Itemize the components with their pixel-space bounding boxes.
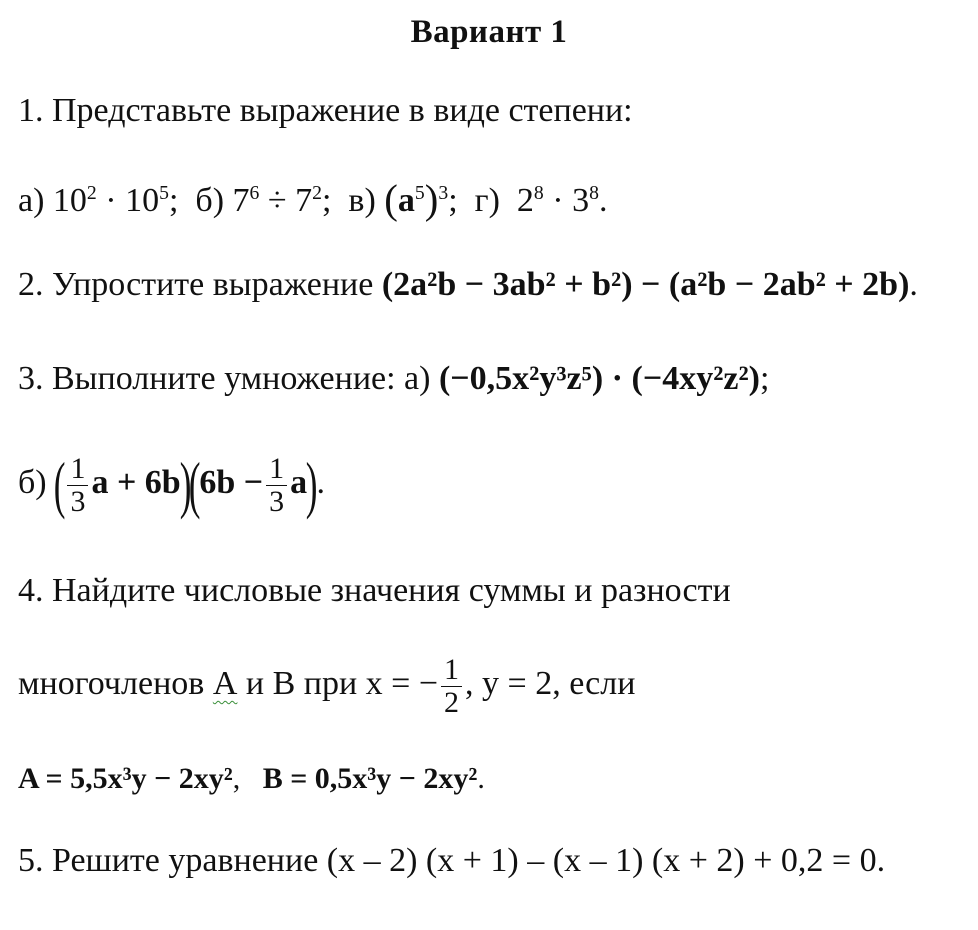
- task-4-condition: многочленов А и В при x = − $\frac{1}{2}$ , y = 2, если: [18, 653, 636, 719]
- task-4-prompt: 4. Найдите числовые значения суммы и разности: [18, 572, 731, 609]
- task-2-expression: (2a²b − 3ab² + b²) − (a²b − 2ab² + 2b): [381, 266, 910, 303]
- task-4-polynomials: A = 5,5x³y − 2xy², B = 0,5x³y − 2xy².: [18, 762, 485, 795]
- task-1-b-expr: $7^6 \div 7^2$: [232, 181, 322, 219]
- task-3-a-expression: (−0,5x²y³z⁵) · (−4xy²z²): [438, 360, 760, 397]
- polynomial-b: B = 0,5x³y − 2xy²: [262, 762, 478, 795]
- variant-title: Вариант 1: [410, 14, 568, 50]
- task-2-prompt: 2. Упростите выражение: [18, 266, 374, 303]
- task-5-prompt: 5. Решите уравнение (x – 2) (x + 1) – (x – 1) (x + 2) + 0,2 = 0.: [18, 842, 886, 879]
- task-1-g-label: г): [474, 181, 500, 219]
- polynomial-a: A = 5,5x³y − 2xy²: [18, 762, 233, 795]
- task-3-prompt: 3. Выполните умножение: а): [18, 360, 431, 397]
- task-1-a-expr: $10^2 \cdot 10^5$: [52, 181, 169, 219]
- spellcheck-underlined-a: А: [212, 664, 238, 702]
- fraction-one-third: $\frac{1}{3}$: [67, 453, 88, 517]
- task-2-line: 2. Упростите выражение (2a²b − 3ab² + b²) − (a²b − 2ab² + 2b).: [18, 266, 918, 303]
- fraction-one-third: $\frac{1}{3}$: [266, 453, 287, 517]
- task-1-v-label: в): [348, 181, 376, 219]
- task-1-prompt: 1. Представьте выражение в виде степени:: [18, 92, 633, 129]
- task-3-b-line: б) ( $\frac{1}{3}$ a + 6b)(6b − $\frac{1}{3}$ a).: [18, 449, 325, 520]
- task-3-line: 3. Выполните умножение: а) (−0,5x²y³z⁵) · (−4xy²z²);: [18, 360, 770, 397]
- task-1-v-expr: $(a^5)^3$: [384, 177, 449, 222]
- task-1-a-label: а): [18, 181, 45, 219]
- task-1-expressions: а) $10^2 \cdot 10^5$; б) $7^6 \div 7^2$; в) $(a^5)^3$; г) $2^8 \cdot 3^8$.: [18, 177, 608, 222]
- task-1-g-expr: $2^8 \cdot 3^8$: [516, 181, 599, 219]
- task-3-b-label: б): [18, 463, 47, 501]
- task-1-b-label: б): [195, 181, 225, 219]
- fraction-one-half: $\frac{1}{2}$: [441, 654, 462, 718]
